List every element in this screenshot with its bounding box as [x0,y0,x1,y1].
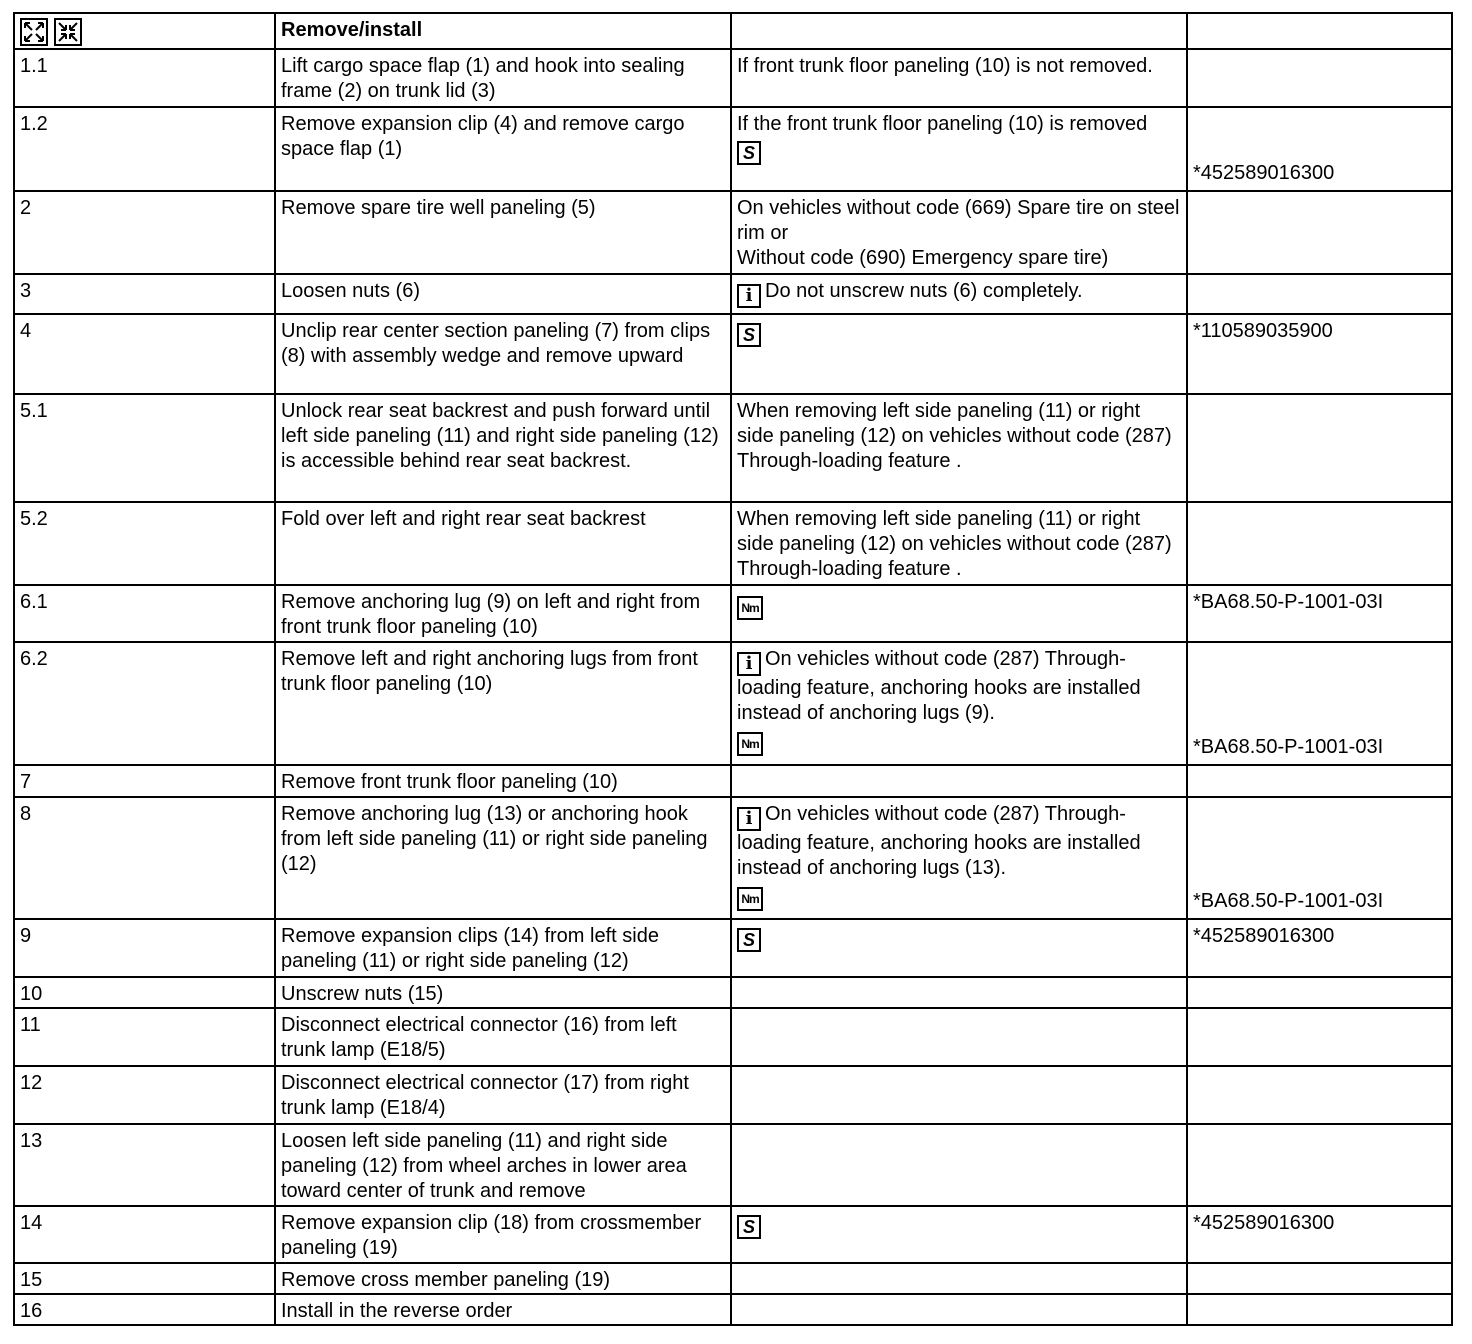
reference-link [1187,765,1452,797]
step-number: 5.2 [14,502,275,585]
step-note [731,1124,1187,1206]
table-row [14,642,1452,765]
tool-icon[interactable]: S [737,141,761,165]
step-note [731,1206,1187,1263]
reference-text[interactable]: *452589016300 [1193,162,1335,184]
note-text: When removing left side paneling (11) or right side paneling (12) on vehicles without code (287) Through-loading feature . [737,400,1172,472]
header-col3 [731,13,1187,49]
step-action: Remove left and right anchoring lugs from front trunk floor paneling (10) [275,642,731,765]
step-note [731,919,1187,977]
reference-link[interactable] [1187,107,1452,191]
reference-text[interactable]: *452589016300 [1193,1212,1335,1234]
tool-icon[interactable]: S [737,928,761,952]
step-action: Remove expansion clips (14) from left side paneling (11) or right side paneling (12) [275,919,731,977]
torque-icon[interactable]: Nm [737,887,763,911]
step-note [731,274,1187,314]
step-number: 4 [14,314,275,394]
table-row [14,1263,1452,1294]
note-icon-line [737,1211,1181,1239]
step-number: 15 [14,1263,275,1294]
procedure-table [13,12,1453,1326]
step-note [731,1066,1187,1124]
step-action: Remove expansion clip (4) and remove cargo space flap (1) [275,107,731,191]
info-icon[interactable]: i [737,807,761,831]
reference-link [1187,191,1452,274]
table-row [14,274,1452,314]
step-note [731,394,1187,502]
step-number: 9 [14,919,275,977]
table-row [14,314,1452,394]
header-remove-install: Remove/install [275,13,731,49]
step-action: Unclip rear center section paneling (7) from clips (8) with assembly wedge and remove upward [275,314,731,394]
torque-icon[interactable]: Nm [737,596,763,620]
reference-text[interactable]: *BA68.50-P-1001-03I [1193,890,1384,912]
reference-link[interactable] [1187,1206,1452,1263]
reference-link[interactable] [1187,919,1452,977]
table-row [14,49,1452,107]
reference-link[interactable] [1187,585,1452,642]
table-row [14,797,1452,919]
step-note [731,191,1187,274]
reference-link [1187,1066,1452,1124]
reference-link [1187,1124,1452,1206]
reference-link [1187,502,1452,585]
reference-link[interactable] [1187,797,1452,919]
step-action: Lift cargo space flap (1) and hook into sealing frame (2) on trunk lid (3) [275,49,731,107]
tool-icon[interactable]: S [737,323,761,347]
step-number: 1.1 [14,49,275,107]
step-note [731,49,1187,107]
step-number: 7 [14,765,275,797]
step-action: Remove front trunk floor paneling (10) [275,765,731,797]
reference-text[interactable]: *BA68.50-P-1001-03I [1193,736,1384,758]
reference-text[interactable]: *BA68.50-P-1001-03I [1193,591,1384,613]
step-note [731,585,1187,642]
table-row [14,585,1452,642]
note-text: If the front trunk floor paneling (10) is removed [737,113,1148,135]
step-action: Install in the reverse order [275,1294,731,1325]
step-note [731,1263,1187,1294]
reference-link[interactable] [1187,642,1452,765]
step-action: Remove spare tire well paneling (5) [275,191,731,274]
step-action: Fold over left and right rear seat backrest [275,502,731,585]
step-number: 16 [14,1294,275,1325]
table-row [14,191,1452,274]
note-icon-line [737,881,1181,911]
table-row [14,1206,1452,1263]
collapse-all-icon[interactable] [54,18,82,46]
note-text: On vehicles without code (287) Through-loading feature, anchoring hooks are installed instead of anchoring lugs (9). [737,648,1141,724]
table-row [14,977,1452,1008]
step-number: 13 [14,1124,275,1206]
note-text: If front trunk floor paneling (10) is not removed. [737,55,1153,77]
reference-text[interactable]: *110589035900 [1193,320,1333,342]
step-action: Unscrew nuts (15) [275,977,731,1008]
reference-link [1187,1263,1452,1294]
step-note [731,977,1187,1008]
step-note [731,642,1187,765]
header-icons-cell [14,13,275,49]
step-action: Unlock rear seat backrest and push forward until left side paneling (11) and right side paneling (12) is accessible behind rear seat backrest. [275,394,731,502]
step-number: 8 [14,797,275,919]
reference-link [1187,977,1452,1008]
header-col4 [1187,13,1452,49]
table-row [14,919,1452,977]
reference-link [1187,274,1452,314]
step-number: 3 [14,274,275,314]
reference-link [1187,1008,1452,1066]
reference-link [1187,49,1452,107]
step-note [731,1294,1187,1325]
note-text: On vehicles without code (287) Through-loading feature, anchoring hooks are installed instead of anchoring lugs (13). [737,803,1141,879]
step-action: Loosen nuts (6) [275,274,731,314]
table-row [14,1294,1452,1325]
step-action: Remove expansion clip (18) from crossmember paneling (19) [275,1206,731,1263]
table-row [14,1066,1452,1124]
step-number: 1.2 [14,107,275,191]
table-row [14,502,1452,585]
note-icon-line [737,319,1181,347]
step-note [731,502,1187,585]
step-number: 10 [14,977,275,1008]
table-row [14,765,1452,797]
step-note [731,314,1187,394]
table-row [14,1008,1452,1066]
step-note [731,765,1187,797]
reference-link [1187,1294,1452,1325]
step-note [731,1008,1187,1066]
step-action: Disconnect electrical connector (16) from left trunk lamp (E18/5) [275,1008,731,1066]
step-action: Remove cross member paneling (19) [275,1263,731,1294]
step-number: 6.1 [14,585,275,642]
step-number: 5.1 [14,394,275,502]
step-action: Remove anchoring lug (9) on left and right from front trunk floor paneling (10) [275,585,731,642]
expand-all-icon[interactable] [20,18,48,46]
reference-text[interactable]: *452589016300 [1193,925,1335,947]
header-row [14,13,1452,49]
note-icon-line [737,137,1181,165]
step-action: Loosen left side paneling (11) and right side paneling (12) from wheel arches in lower area toward center of trunk and remove [275,1124,731,1206]
step-note [731,107,1187,191]
tool-icon[interactable]: S [737,1215,761,1239]
note-icon-line [737,590,1181,620]
reference-link[interactable] [1187,314,1452,394]
note-text: Do not unscrew nuts (6) completely. [765,280,1083,302]
table-row [14,394,1452,502]
note-text-2: Without code (690) Emergency spare tire) [737,247,1109,269]
note-icon-line [737,924,1181,952]
procedure-rows [14,49,1452,1325]
note-icon-line [737,726,1181,756]
note-text: On vehicles without code (669) Spare tire on steel rim or [737,197,1180,244]
step-number: 11 [14,1008,275,1066]
step-number: 6.2 [14,642,275,765]
step-number: 14 [14,1206,275,1263]
step-number: 2 [14,191,275,274]
step-note [731,797,1187,919]
step-action: Remove anchoring lug (13) or anchoring hook from left side paneling (11) or right side paneling (12) [275,797,731,919]
torque-icon[interactable]: Nm [737,732,763,756]
step-number: 12 [14,1066,275,1124]
info-icon[interactable]: i [737,284,761,308]
table-row [14,107,1452,191]
table-row [14,1124,1452,1206]
reference-link [1187,394,1452,502]
info-icon[interactable]: i [737,652,761,676]
step-action: Disconnect electrical connector (17) from right trunk lamp (E18/4) [275,1066,731,1124]
note-text: When removing left side paneling (11) or right side paneling (12) on vehicles without code (287) Through-loading feature . [737,508,1172,580]
